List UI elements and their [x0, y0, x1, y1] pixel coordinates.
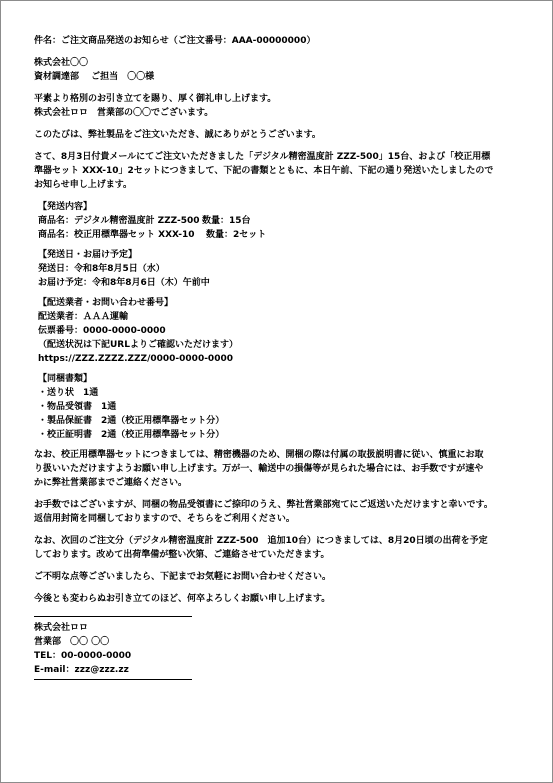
- thanks-line: このたびは、弊社製品をご注文いただき、誠にありがとうございます。: [34, 130, 321, 140]
- carrier-heading: 【配送業者・お問い合わせ番号】: [38, 298, 174, 308]
- shipment-section: [38, 200, 534, 242]
- signature-bottom-divider: [34, 679, 192, 680]
- signature-dept-name: 営業部 〇〇 〇〇: [34, 637, 110, 647]
- delivery-date: お届け予定：令和8年8月6日（木）午前中: [38, 278, 210, 288]
- carrier-name: 配送業者：ＡＡＡ運輸: [38, 312, 129, 322]
- subject-line: 件名：ご注文商品発送のお知らせ（ご注文番号：AAA-00000000）: [34, 36, 316, 46]
- handling-line-1: なお、校正用標準器セットにつきましては、精密機器のため、開梱の際は付属の取扱説明書に従い、慎重にお取: [34, 450, 484, 460]
- handling-line-2: り扱いいただけますようお願い申し上げます。万が一、輸送中の損傷等が見られた場合には、お手数ですが速や: [34, 464, 484, 474]
- next-line-2: しております。改めて出荷準備が整い次第、ご連絡させていただきます。: [34, 550, 330, 560]
- dates-heading: 【発送日・お届け予定】: [38, 250, 138, 260]
- receipt-line-1: お手数ではございますが、同梱の物品受領書にご捺印のうえ、弊社営業部宛てにご返送いただけますと幸いです。: [34, 500, 493, 510]
- signature-top-divider: [34, 616, 192, 617]
- intro-line-2: 準器セット XXX-10」2セットにつきまして、下記の書類とともに、本日午前、下記の通り発送いたしましたので: [34, 166, 494, 176]
- intro-line-1: さて、8月3日付貴メールにてご注文いただきました「デジタル精密温度計 ZZZ-500」15台、および「校正用標: [34, 152, 491, 162]
- ship-date: 発送日：令和8年8月5日（水）: [38, 264, 165, 274]
- closing-line: 今後とも変わらぬお引き立てのほど、何卒よろしくお願い申し上げます。: [34, 594, 331, 604]
- item-qty: 数量：2セット: [206, 230, 267, 240]
- dates-section: [38, 248, 534, 290]
- inquiry-line: ご不明な点等ございましたら、下記までお気軽にお問い合わせください。: [34, 572, 332, 582]
- carrier-section: [38, 296, 534, 366]
- intro-paragraph: [34, 150, 534, 192]
- item-name: 商品名：デジタル精密温度計 ZZZ-500: [38, 216, 200, 226]
- signature-email[interactable]: E-mail：zzz@zzz.zz: [34, 665, 129, 675]
- shipment-item-2: [38, 228, 534, 242]
- shipment-heading: 【発送内容】: [38, 202, 93, 212]
- item-qty: 数量：15台: [202, 216, 251, 226]
- enclosure-item: ・送り状 1通: [38, 388, 99, 398]
- signature-tel: TEL：00-0000-0000: [34, 651, 132, 661]
- tracking-note: （配送状況は下記URLよりご確認いただけます）: [38, 340, 238, 350]
- enclosure-item: ・物品受領書 1通: [38, 402, 117, 412]
- enclosure-item: ・校正証明書 2通（校正用標準器セット分）: [38, 430, 225, 440]
- enclosure-item: ・製品保証書 2通（校正用標準器セット分）: [38, 416, 225, 426]
- item-name: 商品名：校正用標準器セット XXX-10: [38, 230, 195, 240]
- greeting-line-1: 平素より格別のお引き立てを賜り、厚く御礼申し上げます。: [34, 94, 277, 104]
- enclosures-heading: 【同梱書類】: [38, 374, 93, 384]
- next-line-1: なお、次回のご注文分（デジタル精密温度計 ZZZ-500 追加10台）につきましては、8月20日頃の出荷を予定: [34, 536, 488, 546]
- recipient-person: 資材調達部 ご担当 〇〇様: [34, 72, 155, 82]
- handling-note-paragraph: [34, 448, 534, 490]
- receipt-line-2: 返信用封筒を同梱しておりますので、そちらをご利用ください。: [34, 514, 295, 524]
- tracking-number: 伝票番号：0000-0000-0000: [38, 326, 166, 336]
- intro-line-3: お知らせ申し上げます。: [34, 180, 133, 190]
- signature-block: [34, 621, 534, 677]
- handling-line-3: かに弊社営業部までご連絡ください。: [34, 478, 188, 488]
- enclosures-section: [38, 372, 534, 442]
- recipient-company: 株式会社〇〇: [34, 58, 89, 68]
- email-document: [34, 34, 534, 684]
- next-order-paragraph: [34, 534, 534, 562]
- greeting-line-2: 株式会社ロロ 営業部の〇〇でございます。: [34, 108, 214, 118]
- tracking-url[interactable]: https://ZZZ.ZZZZ.ZZZ/0000-0000-0000: [38, 354, 233, 364]
- signature-company: 株式会社ロロ: [34, 623, 89, 633]
- receipt-note-paragraph: [34, 498, 534, 526]
- shipment-item-1: [38, 214, 534, 228]
